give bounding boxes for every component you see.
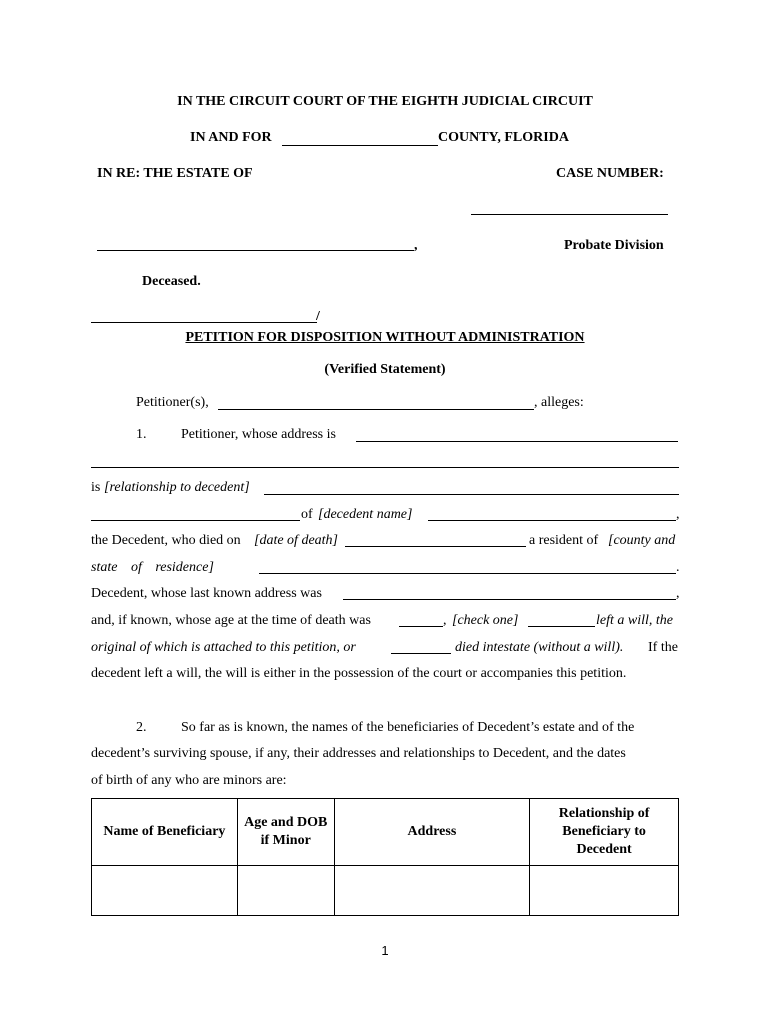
- para1-number: 1.: [136, 427, 147, 442]
- comma-3: ,: [443, 613, 447, 628]
- court-heading: IN THE CIRCUIT COURT OF THE EIGHTH JUDICIAL CIRCUIT: [177, 94, 593, 109]
- relationship-blank-2[interactable]: [91, 520, 300, 521]
- county-suffix: COUNTY, FLORIDA: [438, 130, 569, 145]
- petitioners-blank[interactable]: [218, 409, 534, 410]
- table-header-row: [92, 799, 679, 866]
- check-one-hint: [check one]: [452, 613, 519, 628]
- died-intestate-label: died intestate (without a will).: [455, 640, 624, 655]
- estate-label: IN RE: THE ESTATE OF: [97, 166, 253, 181]
- age-blank[interactable]: [399, 626, 443, 627]
- cell-age-dob[interactable]: [237, 866, 334, 916]
- para2-line3: of birth of any who are minors are:: [91, 773, 287, 788]
- caption-end-line: [91, 322, 317, 323]
- decedent-name-blank-2[interactable]: [428, 520, 676, 521]
- decedent-name-blank[interactable]: [97, 250, 414, 251]
- date-of-death-blank[interactable]: [345, 546, 526, 547]
- relationship-hint: [relationship to decedent]: [104, 480, 250, 495]
- probate-division: Probate Division: [564, 238, 664, 253]
- table-row: [92, 866, 679, 916]
- county-and-hint: [county and: [608, 533, 676, 548]
- relationship-blank[interactable]: [264, 494, 679, 495]
- para2-line1: So far as is known, the names of the beneficiaries of Decedent’s estate and of the: [181, 720, 635, 735]
- decedent-name-hint: [decedent name]: [318, 507, 413, 522]
- header-address: Address: [334, 799, 530, 866]
- intestate-checkbox-blank[interactable]: [391, 653, 451, 654]
- case-number-blank[interactable]: [471, 214, 668, 215]
- last-address-blank[interactable]: [343, 599, 676, 600]
- left-will-label: left a will, the: [596, 613, 673, 628]
- comma-1: ,: [676, 507, 680, 522]
- if-the-label: If the: [648, 640, 678, 655]
- age-intro-label: and, if known, whose age at the time of death was: [91, 613, 371, 628]
- resident-of-label: a resident of: [529, 533, 599, 548]
- comma-2: ,: [676, 586, 680, 601]
- petitioner-address-blank-2[interactable]: [91, 467, 679, 468]
- document-title: PETITION FOR DISPOSITION WITHOUT ADMINISTRATION: [185, 330, 585, 345]
- caption-slash: /: [316, 309, 320, 324]
- para2-line2: decedent’s surviving spouse, if any, their addresses and relationships to Decedent, and the dates: [91, 746, 626, 761]
- decedent-comma: ,: [414, 238, 418, 253]
- left-will-checkbox-blank[interactable]: [528, 626, 595, 627]
- case-number-label: CASE NUMBER:: [556, 166, 664, 181]
- original-attached-label: original of which is attached to this petition, or: [91, 640, 356, 655]
- residence-blank[interactable]: [259, 573, 676, 574]
- alleges-label: , alleges:: [534, 395, 584, 410]
- county-blank[interactable]: [282, 145, 438, 146]
- header-relationship: Relationship of Beneficiary to Decedent: [530, 799, 679, 866]
- county-prefix: IN AND FOR: [190, 130, 272, 145]
- petitioners-label: Petitioner(s),: [136, 395, 209, 410]
- period-1: .: [676, 560, 680, 575]
- header-age-dob: Age and DOB if Minor: [237, 799, 334, 866]
- will-possession-text: decedent left a will, the will is either in the possession of the court or accompanies this petition.: [91, 666, 627, 681]
- cell-address[interactable]: [334, 866, 530, 916]
- date-of-death-hint: [date of death]: [254, 533, 338, 548]
- document-subtitle: (Verified Statement): [324, 362, 446, 377]
- header-name-of-beneficiary: Name of Beneficiary: [92, 799, 238, 866]
- address-intro: Petitioner, whose address is: [181, 427, 336, 442]
- para2-number: 2.: [136, 720, 147, 735]
- page-number: 1: [381, 943, 389, 958]
- cell-name[interactable]: [92, 866, 238, 916]
- beneficiary-table: [91, 798, 679, 916]
- deceased-label: Deceased.: [142, 274, 201, 289]
- died-on-label: the Decedent, who died on: [91, 533, 241, 548]
- of-label: of: [301, 507, 313, 522]
- is-label: is: [91, 480, 101, 495]
- last-address-label: Decedent, whose last known address was: [91, 586, 322, 601]
- cell-relationship[interactable]: [530, 866, 679, 916]
- state-residence-hint: state of residence]: [91, 560, 214, 575]
- petitioner-address-blank[interactable]: [356, 441, 678, 442]
